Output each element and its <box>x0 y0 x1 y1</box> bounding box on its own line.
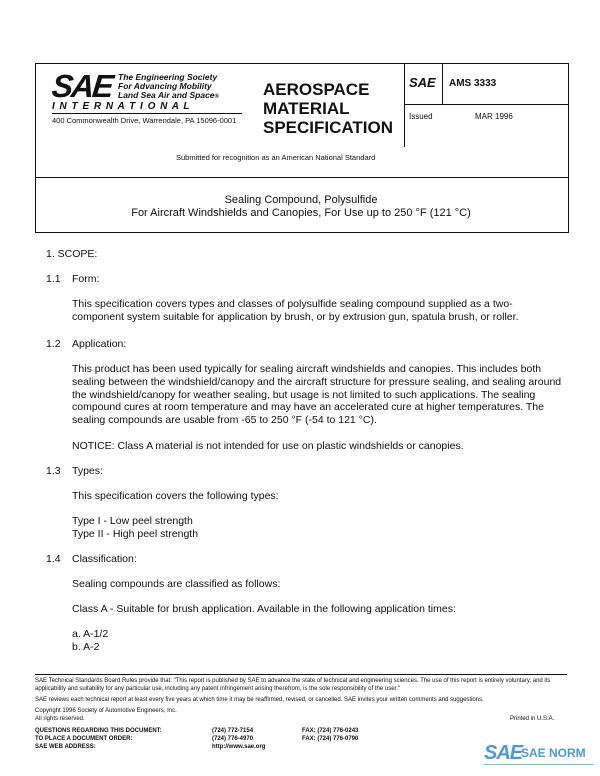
spec-title-1: AEROSPACE <box>263 80 370 99</box>
section-scope: 1. SCOPE: <box>46 248 98 260</box>
registered-mark: ® <box>214 94 219 100</box>
sae-address: 400 Commonwealth Drive, Warrendale, PA 15096-0001 <box>52 116 237 125</box>
header-doc-rule <box>404 104 568 105</box>
footer-copyright-2: All rights reserved. <box>35 716 85 722</box>
logo-underline <box>52 113 242 114</box>
footer-copyright-1: Copyright 1996 Society of Automotive Engineers, Inc. <box>35 708 177 714</box>
footer-order-label: TO PLACE A DOCUMENT ORDER: <box>35 736 133 742</box>
footer-web-address[interactable]: http://www.sae.org <box>212 744 266 750</box>
footer-order-phone: (724) 776-4970 <box>212 736 254 742</box>
watermark-sae-norm: SAE NORM <box>521 746 586 760</box>
society-line-3-text: Land Sea Air and Space <box>118 90 215 100</box>
footer-review-note: SAE reviews each technical report at least every five years at which time it may be reaffirmed, revised, or cancelled. SAE invites your written comments and suggestions. <box>35 697 484 703</box>
footer-rule <box>35 674 567 675</box>
section-1-4-label: Classification: <box>72 553 137 565</box>
section-1-4-number: 1.4 <box>46 553 61 565</box>
submitted-note: Submitted for recognition as an American National Standard <box>176 153 376 162</box>
type-2: Type II - High peel strength <box>72 528 199 540</box>
section-1-1-label: Form: <box>72 273 100 285</box>
issued-date: MAR 1996 <box>475 112 513 121</box>
watermark-sae-logo: SAE <box>484 742 523 764</box>
watermark-underline <box>484 764 594 765</box>
section-1-2-label: Application: <box>72 338 127 350</box>
classification-paragraph: Sealing compounds are classified as follows: <box>72 578 281 590</box>
document-title-2: For Aircraft Windshields and Canopies, For Use up to 250 °F (121 °C) <box>131 207 471 219</box>
section-1-3-number: 1.3 <box>46 465 61 477</box>
footer-questions-label: QUESTIONS REGARDING THIS DOCUMENT: <box>35 728 162 734</box>
footer-web-label: SAE WEB ADDRESS: <box>35 744 96 750</box>
form-paragraph: This specification covers types and classes of polysulfide sealing compound supplied as a two-component system suitable for application by brush, or by extrusion gun, spatula brush, or roller. <box>72 298 519 323</box>
footer-order-fax: FAX: (724) 776-0790 <box>302 736 359 742</box>
sae-logo: SAE <box>50 68 114 104</box>
type-1: Type I - Low peel strength <box>72 515 193 527</box>
class-a-item-a: a. A-1/2 <box>72 628 109 640</box>
issued-label: Issued <box>409 112 433 121</box>
notice-paragraph: NOTICE: Class A material is not intended for use on plastic windshields or canopies. <box>72 440 464 452</box>
header-divider <box>404 63 405 147</box>
society-line-2: For Advancing Mobility <box>118 81 212 91</box>
section-1-2-number: 1.2 <box>46 338 61 350</box>
class-a-item-b: b. A-2 <box>72 641 100 653</box>
footer-questions-phone: (724) 772-7154 <box>212 728 254 734</box>
types-paragraph: This specification covers the following types: <box>72 490 279 502</box>
section-1-1-number: 1.1 <box>46 273 61 285</box>
header-logo-divider <box>442 63 443 105</box>
spec-title-3: SPECIFICATION <box>263 118 394 137</box>
international-wordmark: I N T E R N A T I O N A L <box>52 101 191 112</box>
document-title-1: Sealing Compound, Polysulfide <box>224 194 378 206</box>
small-sae-logo: SAE <box>409 75 436 90</box>
class-a: Class A - Suitable for brush application. Available in the following application times: <box>72 603 456 615</box>
application-paragraph: This product has been used typically for sealing aircraft windshields and canopies. This includes both sealing between the windshield/canopy and the aircraft structure for pressure sealing, and sealing around the windshield/canopy for weather sealing, but usage is not limited to such applications. The sealing compound cures at room temperature and may have an accelerated cure at higher temperatures. The sealing compounds are usable from -65 to 250 °F (-54 to 121 °C). <box>72 363 562 427</box>
footer-questions-fax: FAX: (724) 776-0243 <box>302 728 359 734</box>
spec-title-2: MATERIAL <box>263 99 350 118</box>
footer-printed: Printed in U.S.A. <box>510 716 555 722</box>
society-line-1: The Engineering Society <box>118 72 218 82</box>
doc-number: AMS 3333 <box>449 78 497 89</box>
footer-board-rules: SAE Technical Standards Board Rules provide that: "This report is published by SAE to advance the state of technical and engineering sciences. The use of this report is entirely voluntary, and its applicability and suitability for any particular use, including any patent infringement arising therefrom, is the sole responsibility of the user." <box>35 678 551 692</box>
section-1-3-label: Types: <box>72 465 103 477</box>
